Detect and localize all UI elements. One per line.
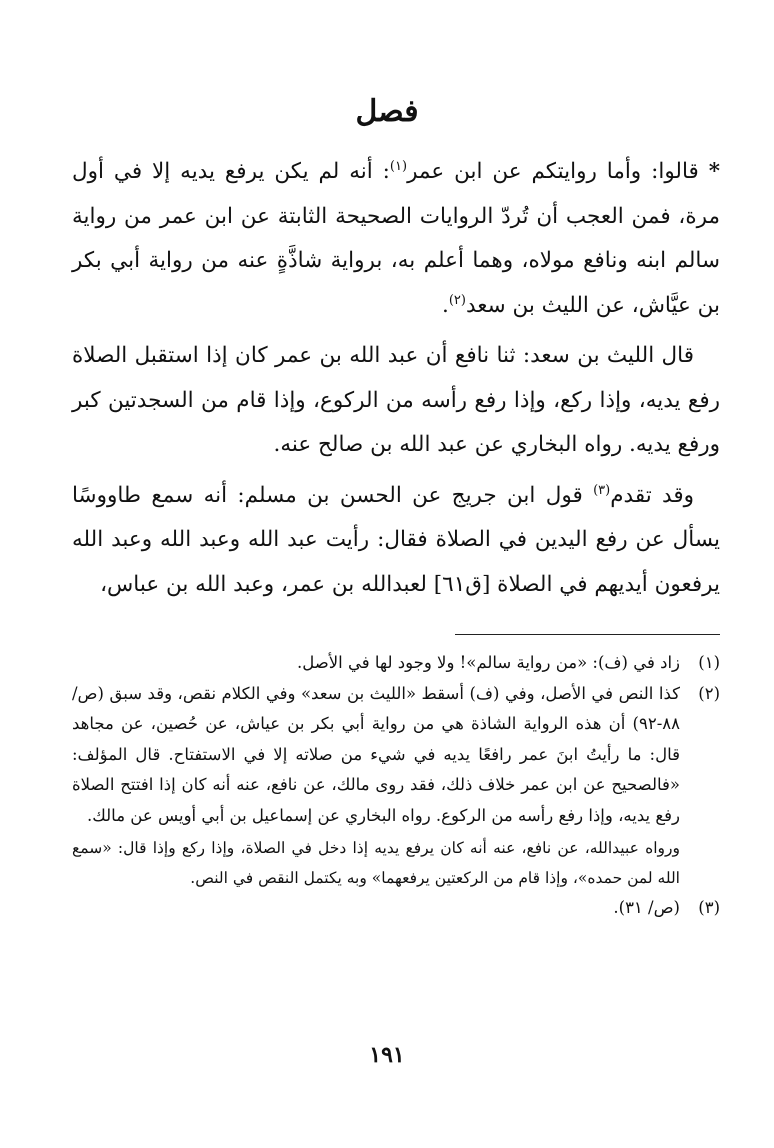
footnote-number: (٢) [698,683,720,703]
section-heading: فصل [355,94,419,129]
footnote-number: (٣) [698,898,720,917]
paragraph-3-part-a: وقد تقدم [610,482,694,508]
footnote-ref-3[interactable]: (٣) [593,482,611,498]
footnote-text-main: كذا النص في الأصل، وفي (ف) أسقط «الليث بن سعد» وفي الكلام نقص، وقد سبق (ص/ ٨٨-٩٢) أن هذه الرواية الشاذة هي من رواية أبي بكر بن عياش، عن حُصين، عن مجاهد قال: ما رأيتُ ابنَ عمر رافعًا يديه في شيء من صلاته إلا في الاستفتاح. قال المؤلف: «فالصحيح عن ابن عمر خلاف ذلك، فقد روى مالك، عن نافع، عنه أنه كان إذا افتتح الصلاة رفع يديه، وإذا رفع رأسه من الركوع. رواه البخاري عن إسماعيل بن أبي أويس عن مالك. [72,683,680,825]
footnote-number: (١) [698,653,720,672]
footnote-continuation: ورواه عبيدالله، عن نافع، عنه أنه كان يرفع يديه إذا دخل في الصلاة، وإذا ركع وإذا قال: «سمع الله لمن حمده»، وإذا قام من الركعتين يرفعهما» وبه يكتمل النقص في النص. [72,839,680,887]
paragraph-1 [72,150,720,328]
footnote-1 [72,648,720,679]
footnotes [72,648,720,924]
paragraph-1-part-b: : أنه لم يكن يرفع يديه إلا في أول مرة، فمن العجب أن تُردّ الروايات الصحيحة الثابتة عن ابن عمر من رواية سالم ابنه ونافع مولاه، وهما أعلم به، برواية شاذَّةٍ عنه من رواية أبي بكر بن عيَّاش، عن الليث بن سعد [72,159,720,318]
paragraph-3-part-b: قول ابن جريج عن الحسن بن مسلم: أنه سمع طاووسًا يسأل عن رفع اليدين في الصلاة فقال: رأيت عبد الله وعبد الله وعبد الله يرفعون أيديهم في الصلاة [ق٦١] لعبدالله بن عمر، وعبد الله بن عباس، [72,482,720,597]
footnote-3 [72,893,720,924]
paragraph-3 [72,474,720,608]
footnote-text [72,679,680,894]
paragraph-1-part-a: قالوا: وأما روايتكم عن ابن عمر [407,159,699,184]
page-number: ١٩١ [369,1042,405,1068]
footnote-text: (ص/ ٣١). [613,898,680,917]
footnote-2 [72,679,720,894]
paragraph-2: قال الليث بن سعد: ثنا نافع أن عبد الله بن عمر كان إذا استقبل الصلاة رفع يديه، وإذا ركع، وإذا رفع رأسه من الركوع، وإذا قام من السجدتين كبر ورفع يديه. رواه البخاري عن عبد الله بن صالح عنه. [72,343,720,457]
footnote-separator [455,634,720,635]
footnote-text: زاد في (ف): «من رواية سالم»! ولا وجود لها في الأصل. [296,653,680,672]
asterisk-marker: * [708,159,720,184]
footnote-ref-2[interactable]: (٢) [448,292,466,308]
paragraph-1-part-c: . [441,292,449,318]
main-text [72,150,720,607]
footnote-ref-1[interactable]: (١) [389,158,408,174]
